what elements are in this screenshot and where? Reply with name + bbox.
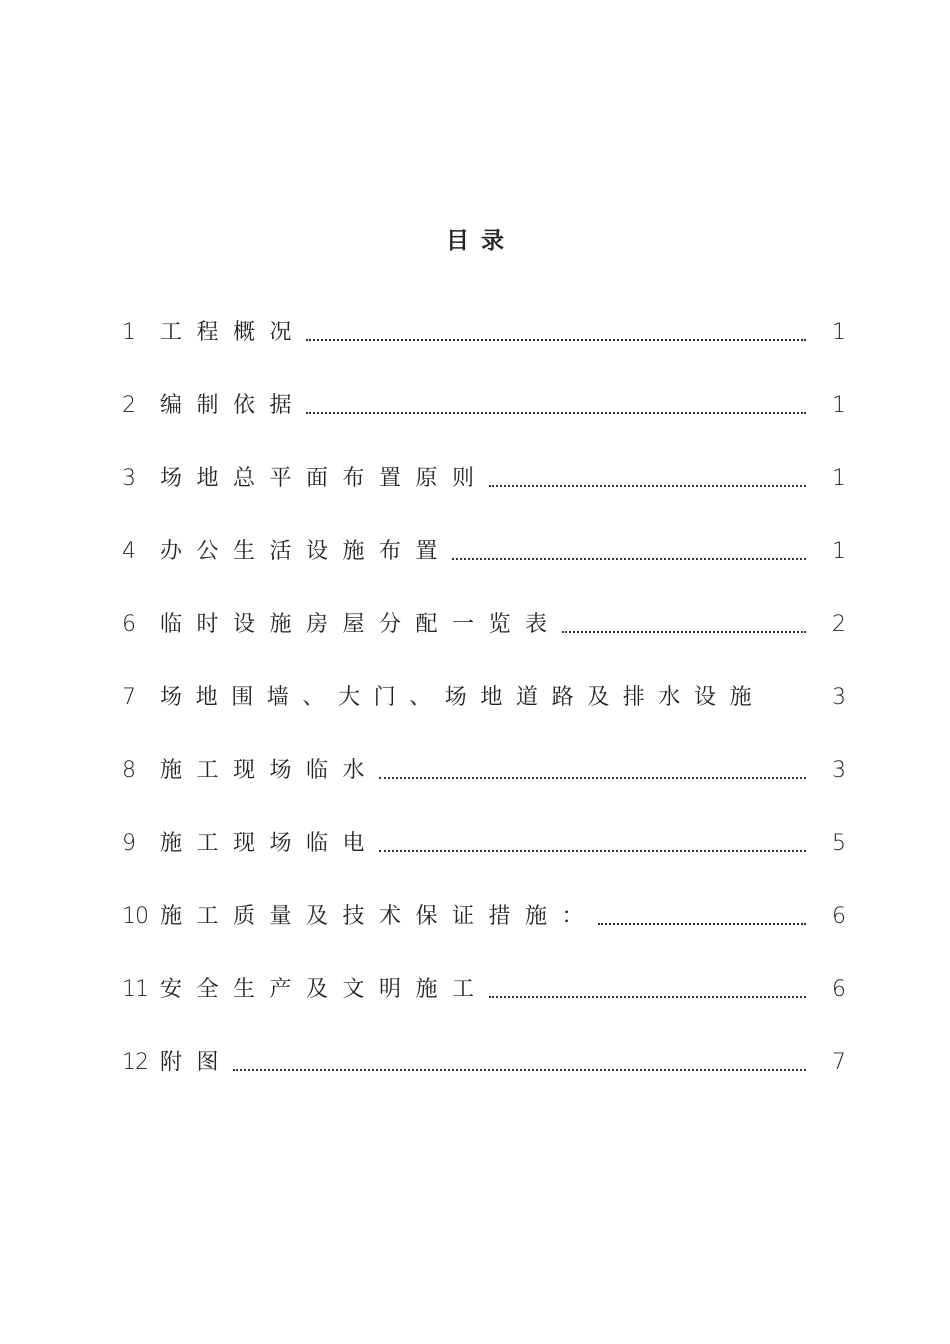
toc-entry-number: 12 (122, 1050, 148, 1075)
toc-entry-title: 施工质量及技术保证措施： (160, 904, 599, 929)
toc-entry-title: 办公生活设施布置 (160, 539, 453, 564)
toc-leader-dots (598, 923, 806, 925)
toc-entry[interactable] (122, 318, 846, 348)
toc-entry[interactable] (122, 829, 846, 859)
toc-entry-page: 6 (832, 904, 846, 929)
toc-entry[interactable] (122, 464, 846, 494)
toc-entry[interactable] (122, 902, 846, 932)
toc-entry[interactable] (122, 610, 846, 640)
toc-entry-title: 工程概况 (160, 320, 307, 345)
toc-entry-number: 2 (122, 393, 135, 418)
toc-entry-page: 1 (832, 320, 846, 345)
toc-entry-title: 施工现场临电 (160, 831, 380, 856)
toc-entry[interactable] (122, 975, 846, 1005)
toc-entry-number: 11 (122, 977, 148, 1002)
toc-entry-number: 3 (122, 466, 135, 491)
toc-entry[interactable] (122, 756, 846, 786)
toc-entry-number: 1 (122, 320, 135, 345)
toc-entry-page: 3 (832, 758, 846, 783)
toc-leader-dots (562, 631, 806, 633)
toc-entry[interactable] (122, 1048, 846, 1078)
toc-leader-dots (379, 777, 806, 779)
toc-leader-dots (452, 558, 806, 560)
toc-entry[interactable] (122, 537, 846, 567)
toc-entry-number: 9 (122, 831, 135, 856)
toc-entry-title: 场地围墙、大门、场地道路及排水设施 (160, 685, 766, 710)
toc-entry-page: 2 (832, 612, 846, 637)
toc-entry-title: 附图 (160, 1050, 234, 1075)
toc-leader-dots (489, 485, 806, 487)
toc-leader-dots (379, 850, 806, 852)
toc-entry-title: 施工现场临水 (160, 758, 380, 783)
toc-entry-number: 6 (122, 612, 135, 637)
toc-entry-page: 1 (832, 466, 846, 491)
toc-entry[interactable] (122, 391, 846, 421)
toc-entry-title: 安全生产及文明施工 (160, 977, 489, 1002)
toc-entry-page: 7 (832, 1050, 846, 1075)
toc-entry-page: 1 (832, 393, 846, 418)
page-title: 目录 (446, 228, 516, 254)
toc-entry-number: 10 (122, 904, 148, 929)
toc-entry-page: 5 (832, 831, 846, 856)
toc-entry-page: 6 (832, 977, 846, 1002)
toc-leader-dots (306, 339, 806, 341)
toc-entry-page: 3 (832, 685, 846, 710)
toc-entry-title: 编制依据 (160, 393, 307, 418)
toc-entry-title: 场地总平面布置原则 (160, 466, 489, 491)
toc-entry-number: 8 (122, 758, 135, 783)
toc-entry[interactable] (122, 683, 846, 713)
toc-entry-number: 7 (122, 685, 135, 710)
toc-entry-number: 4 (122, 539, 135, 564)
toc-leader-dots (306, 412, 806, 414)
toc-entry-page: 1 (832, 539, 846, 564)
toc-leader-dots (489, 996, 806, 998)
toc-leader-dots (233, 1069, 806, 1071)
toc-entry-title: 临时设施房屋分配一览表 (160, 612, 562, 637)
